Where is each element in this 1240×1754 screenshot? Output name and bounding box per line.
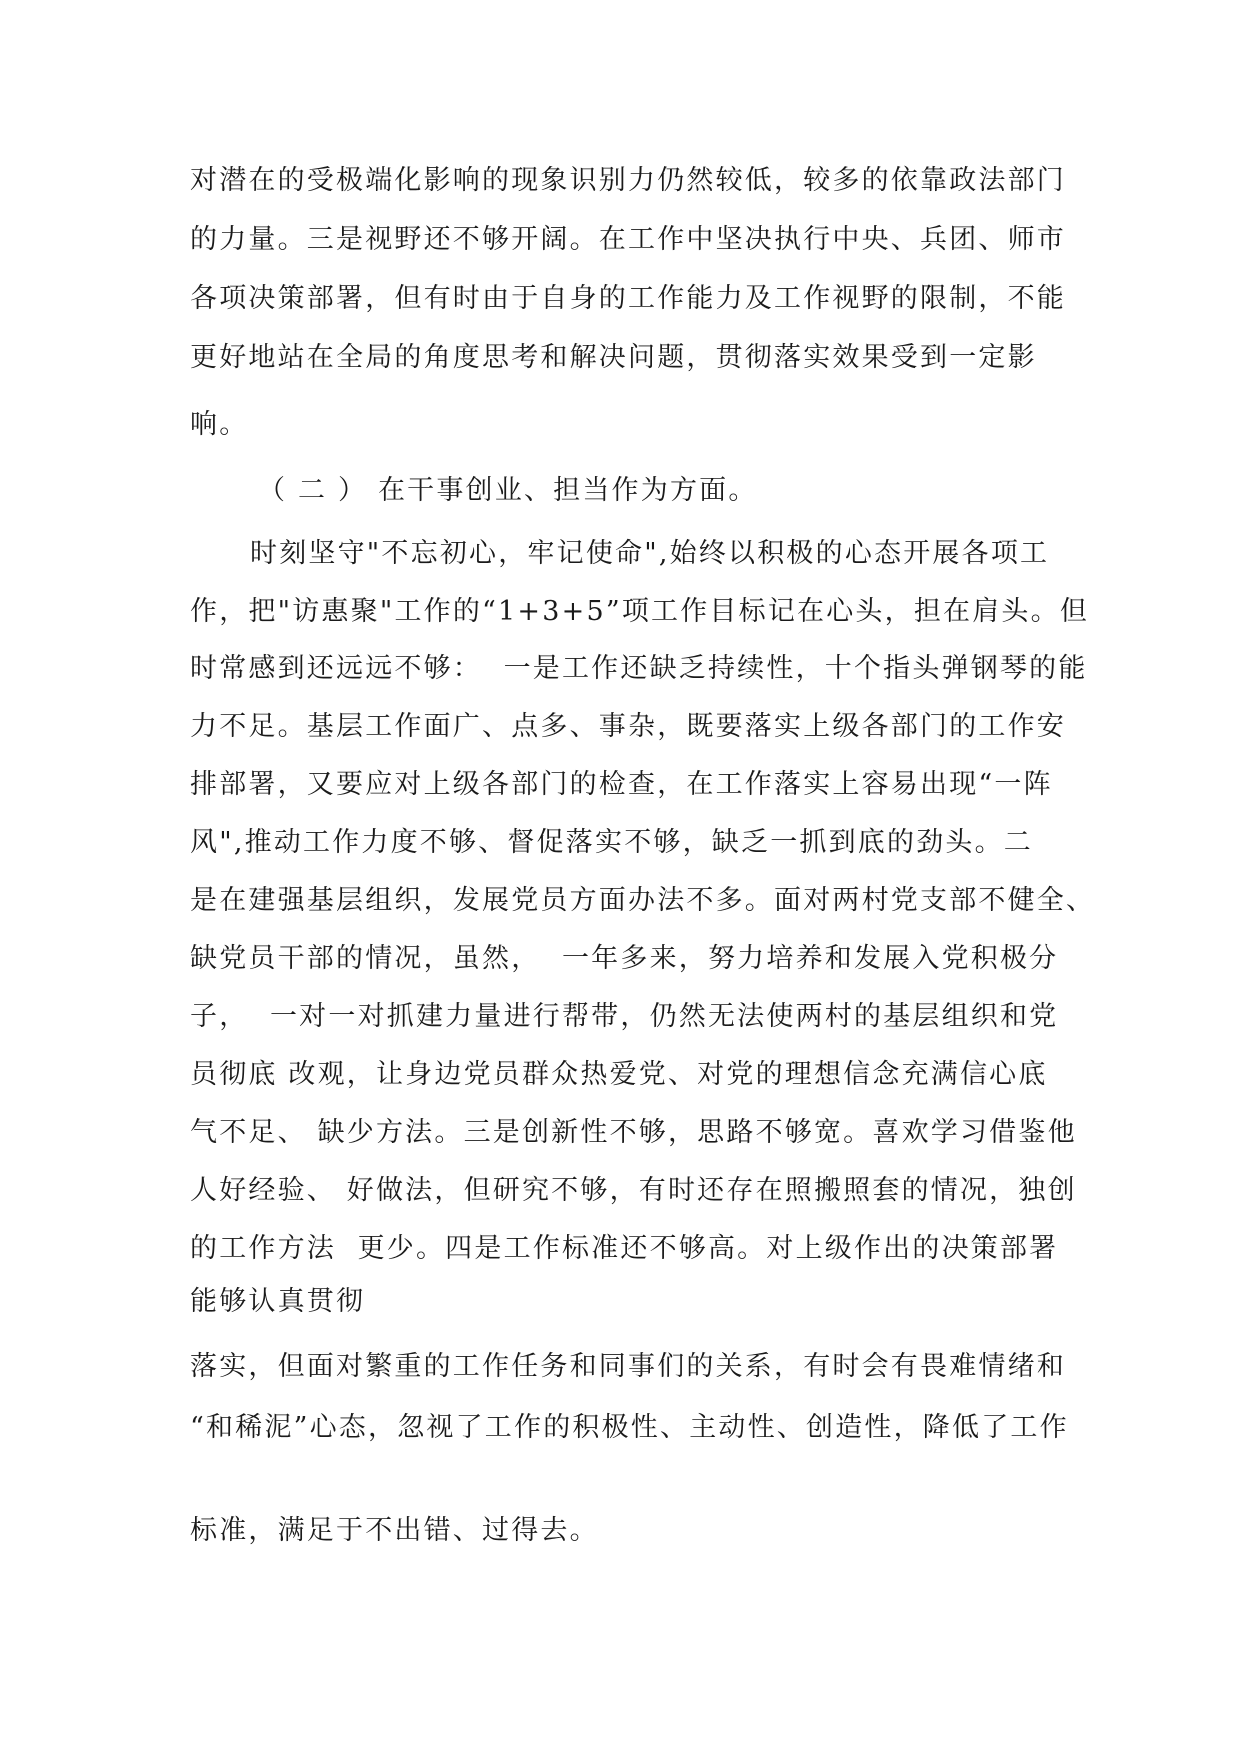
text-line: 排部署，又要应对上级各部门的检查，在工作落实上容易出现“一阵 — [190, 769, 1053, 800]
text-line: 对潜在的受极端化影响的现象识别力仍然较低，较多的依靠政法部门 — [190, 165, 1066, 196]
text-line: 更好地站在全局的角度思考和解决问题，贯彻落实效果受到一定影 — [190, 342, 1037, 373]
text-line: 响。 — [190, 409, 249, 440]
text-line: 作，把"访惠聚"工作的“1+3+5”项工作目标记在心头，担在肩头。但 — [190, 596, 1090, 627]
text-line: 落实，但面对繁重的工作任务和同事们的关系，有时会有畏难情绪和 — [190, 1351, 1066, 1382]
text-line: 员彻底 改观，让身边党员群众热爱党、对党的理想信念充满信心底 — [190, 1059, 1048, 1090]
text-line: 各项决策部署，但有时由于自身的工作能力及工作视野的限制，不能 — [190, 283, 1066, 314]
section-heading: （ 二 ） 在干事创业、担当作为方面。 — [258, 475, 758, 506]
text-line: 缺党员干部的情况，虽然， 一年多来，努力培养和发展入党积极分 — [190, 943, 1059, 974]
text-line: 时常感到还远远不够： 一是工作还缺乏持续性，十个指头弹钢琴的能 — [190, 653, 1088, 684]
text-line: “和稀泥”心态，忽视了工作的积极性、主动性、创造性，降低了工作 — [190, 1412, 1069, 1443]
text-line: 能够认真贯彻 — [190, 1286, 366, 1317]
text-line: 标准，满足于不出错、过得去。 — [190, 1515, 599, 1546]
text-line: 时刻坚守"不忘初心，牢记使命",始终以积极的心态开展各项工 — [250, 538, 1050, 569]
text-line: 气不足、 缺少方法。三是创新性不够，思路不够宽。喜欢学习借鉴他 — [190, 1117, 1077, 1148]
text-line: 的工作方法 更少。四是工作标准还不够高。对上级作出的决策部署 — [190, 1233, 1059, 1264]
text-line: 力不足。基层工作面广、点多、事杂，既要落实上级各部门的工作安 — [190, 711, 1066, 742]
text-line: 人好经验、 好做法，但研究不够，有时还存在照搬照套的情况，独创 — [190, 1175, 1077, 1206]
text-line: 的力量。三是视野还不够开阔。在工作中坚决执行中央、兵团、师市 — [190, 224, 1066, 255]
text-line: 是在建强基层组织，发展党员方面办法不多。面对两村党支部不健全、 — [190, 885, 1096, 916]
text-line: 风",推动工作力度不够、督促落实不够，缺乏一抓到底的劲头。二 — [190, 827, 1034, 858]
text-line: 子， 一对一对抓建力量进行帮带，仍然无法使两村的基层组织和党 — [190, 1001, 1059, 1032]
